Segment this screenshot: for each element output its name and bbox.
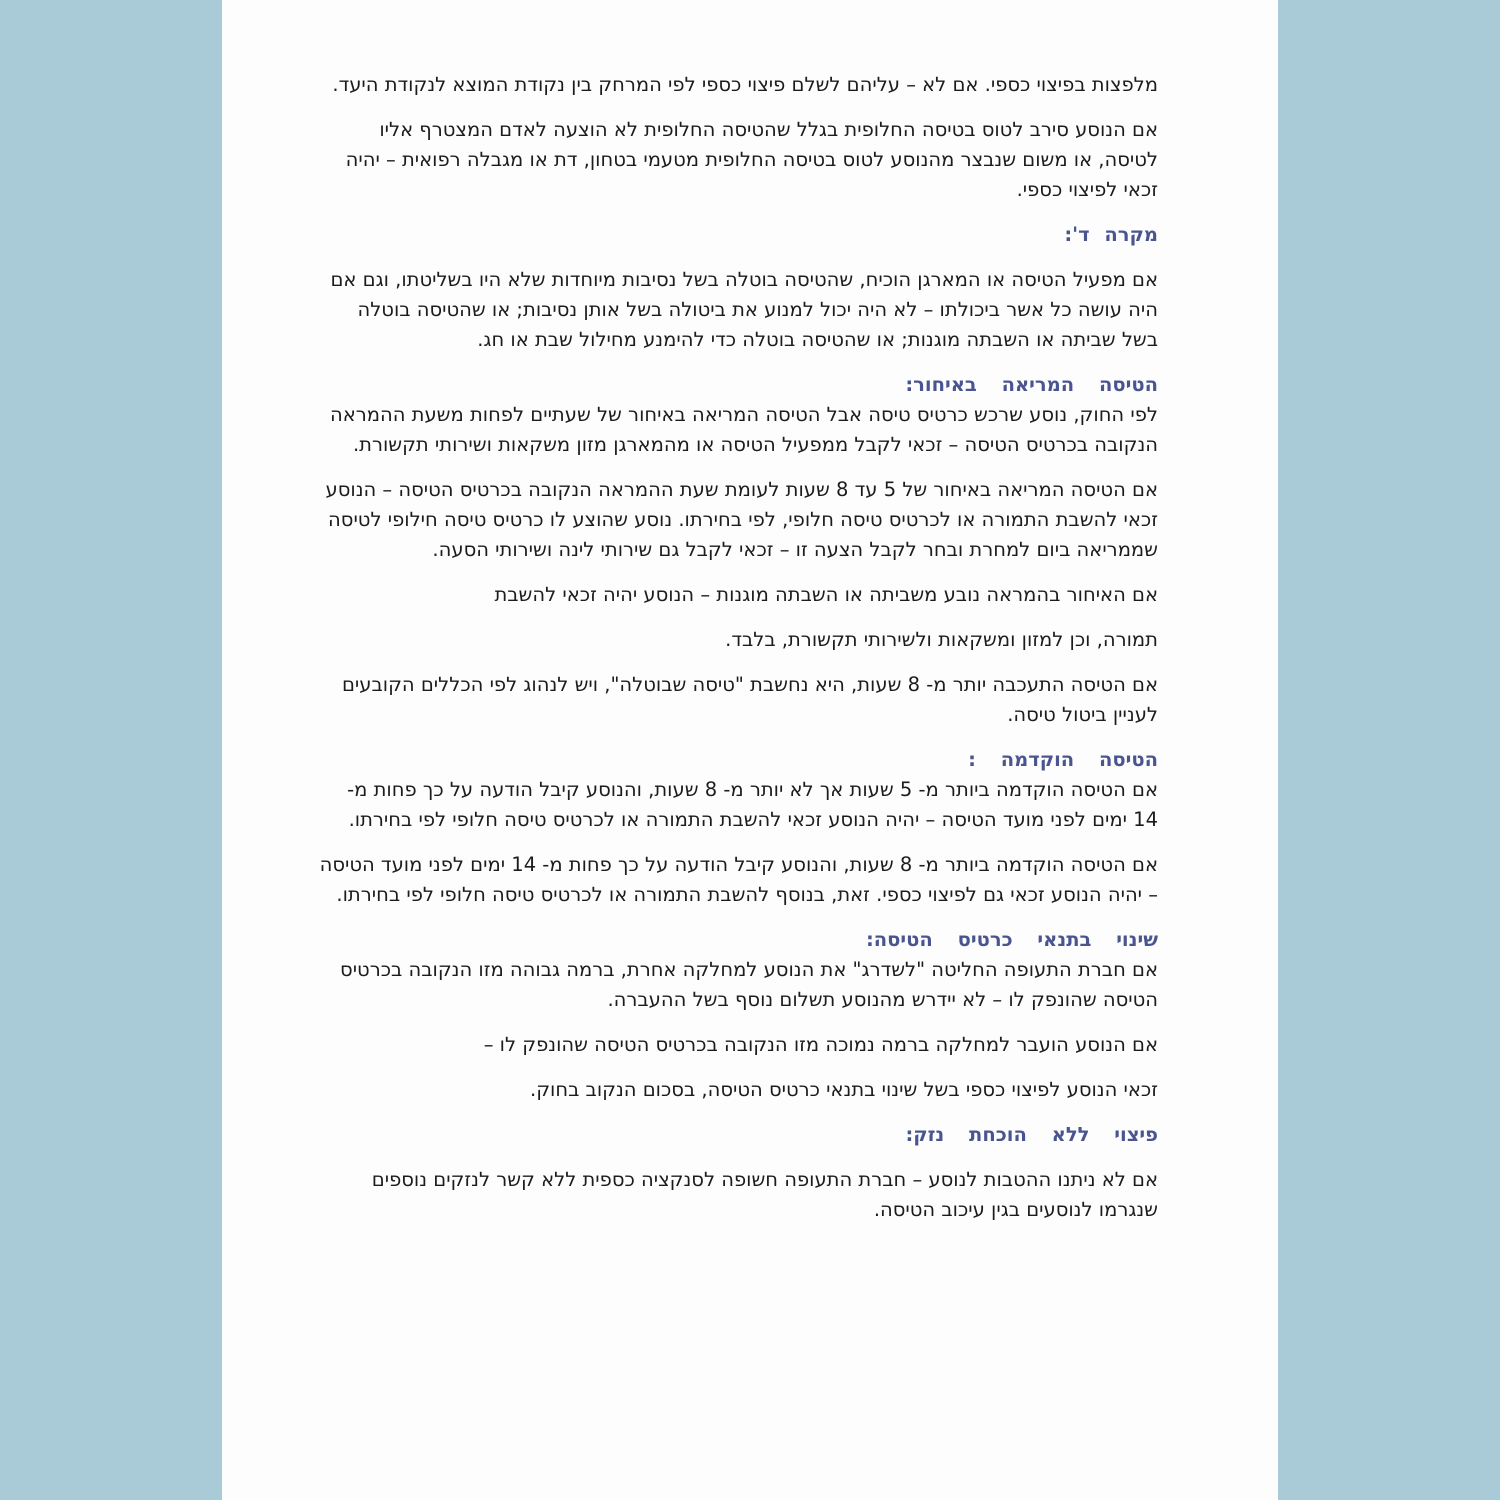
paragraph-earlier-over-eight: אם הטיסה הוקדמה ביותר מ- 8 שעות, והנוסע קיבל הודעה על כך פחות מ- 14 ימים לפני מועד הטיסה – יהיה הנוסע זכאי גם לפיצוי כספי. זאת, בנוסף להשבת התמורה או לכרטיס טיסה חלופי לפי בחירתו. xyxy=(319,853,1158,906)
paragraph-downgrade: אם הנוסע הועבר למחלקה ברמה נמוכה מזו הנקובה בכרטיס הטיסה שהונפק לו – xyxy=(483,1033,1158,1056)
paragraph-over-eight-hours: אם הטיסה התעכבה יותר מ- 8 שעות, היא נחשבת "טיסה שבוטלה", ויש לנהוג לפי הכללים הקובעים לעניין ביטול טיסה. xyxy=(341,673,1158,726)
heading-compensation-without-damage: פיצוי ללא הוכחת נזק: xyxy=(905,1123,1158,1146)
heading-ticket-terms-change: שינוי בתנאי כרטיס הטיסה: xyxy=(865,928,1158,951)
paragraph-downgrade-compensation: זכאי הנוסע לפיצוי כספי בשל שינוי בתנאי כרטיס הטיסה, בסכום הנקוב בחוק. xyxy=(530,1078,1158,1101)
paragraph-strike-delay-continued: תמורה, וכן למזון ומשקאות ולשירותי תקשורת, בלבד. xyxy=(725,628,1158,651)
paragraph-five-to-eight-hour-delay: אם הטיסה המריאה באיחור של 5 עד 8 שעות לעומת שעת ההמראה הנקובה בכרטיס הטיסה – הנוסע זכאי להשבת התמורה או לכרטיס טיסה חלופי, לפי בחירתו. נוסע שהוצע לו כרטיס טיסה חילופי לטיסה שממריאה ביום למחרת ובחר לקבל הצעה זו – זכאי לקבל גם שירותי לינה ושירותי הסעה. xyxy=(325,478,1158,561)
paragraph-compensation-distance: מלפצות בפיצוי כספי. אם לא – עליהם לשלם פיצוי כספי לפי המרחק בין נקודת המוצא לנקודת היעד. xyxy=(332,73,1158,96)
paragraph-special-circumstances: אם מפעיל הטיסה או המארגן הוכיח, שהטיסה בוטלה בשל נסיבות מיוחדות שלא היו בשליטתו, וגם אם היה עושה כל אשר ביכולתו – לא היה יכול למנוע את ביטולה בשל אותן נסיבות; או שהטיסה בוטלה בשל שביתה או השבתה מוגנות; או שהטיסה בוטלה כדי להימנע מחילול שבת או חג. xyxy=(330,268,1158,351)
paragraph-strike-delay: אם האיחור בהמראה נובע משביתה או השבתה מוגנות – הנוסע יהיה זכאי להשבת xyxy=(494,583,1158,606)
paragraph-sanction: אם לא ניתנו ההטבות לנוסע – חברת התעופה חשופה לסנקציה כספית ללא קשר לנזקים נוספים שנגרמו לנוסעים בגין עיכוב הטיסה. xyxy=(371,1168,1158,1221)
heading-delayed-departure: הטיסה המריאה באיחור: xyxy=(905,373,1158,396)
paragraph-two-hour-delay: לפי החוק, נוסע שרכש כרטיס טיסה אבל הטיסה המריאה באיחור של שעתיים לפחות משעת ההמראה הנקובה בכרטיס הטיסה – זכאי לקבל ממפעיל הטיסה או מהמארגן מזון משקאות ושירותי תקשורת. xyxy=(329,403,1158,456)
heading-case-d: מקרה ד': xyxy=(1064,223,1158,246)
paragraph-upgrade: אם חברת התעופה החליטה "לשדרג" את הנוסע למחלקה אחרת, ברמה גבוהה מזו הנקובה בכרטיס הטיסה שהונפק לו – לא יידרש מהנוסע תשלום נוסף בשל ההעברה. xyxy=(340,958,1158,1011)
paragraph-earlier-five-to-eight: אם הטיסה הוקדמה ביותר מ- 5 שעות אך לא יותר מ- 8 שעות, והנוסע קיבל הודעה על כך פחות מ- 14 ימים לפני מועד הטיסה – יהיה הנוסע זכאי להשבת התמורה או לכרטיס טיסה חלופי לפי בחירתו. xyxy=(347,778,1158,831)
document-page xyxy=(222,0,1278,1500)
paragraph-alternative-flight-refusal: אם הנוסע סירב לטוס בטיסה החלופית בגלל שהטיסה החלופית לא הוצעה לאדם המצטרף אליו לטיסה, או משום שנבצר מהנוסע לטוס בטיסה החלופית מטעמי בטחון, דת או מגבלה רפואית – יהיה זכאי לפיצוי כספי. xyxy=(345,118,1158,201)
heading-flight-moved-earlier: הטיסה הוקדמה : xyxy=(968,748,1158,771)
document-body xyxy=(318,70,1158,1240)
